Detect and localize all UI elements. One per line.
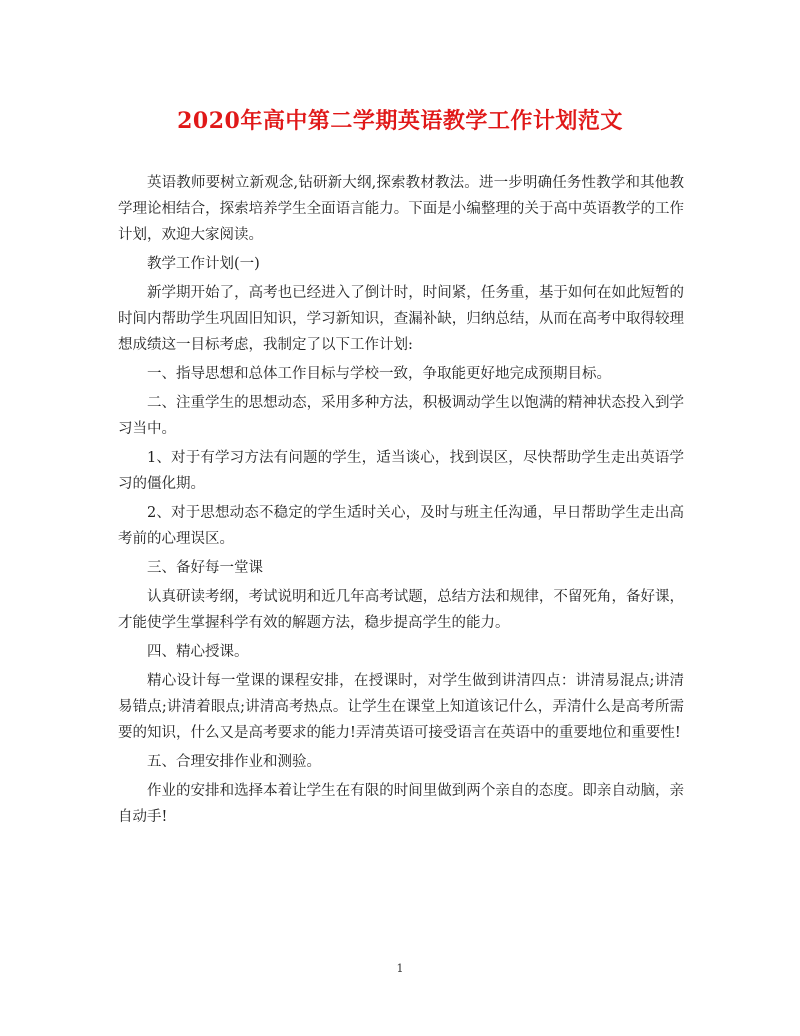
- paragraph-item-2: 2、对于思想动态不稳定的学生适时关心，及时与班主任沟通，早日帮助学生走出高考前的心理误区。: [118, 505, 684, 547]
- paragraph-study-syllabus: 认真研读考纲，考试说明和近几年高考试题，总结方法和规律，不留死角，备好课，才能使学生掌握科学有效的解题方法，稳步提高学生的能力。: [118, 589, 684, 631]
- page-number: 1: [396, 962, 404, 975]
- paragraph-careful-teaching: 四、精心授课。: [147, 644, 249, 660]
- paragraph-lesson-design: 精心设计每一堂课的课程安排，在授课时，对学生做到讲清四点：讲清易混点;讲清易错点;讲清着眼点;讲清高考热点。让学生在课堂上知道该记什么，弄清什么是高考所需要的知识，什么又是高考要求的能力!弄清英语可接受语言在英语中的重要地位和重要性!: [118, 673, 684, 741]
- paragraph-homework: 作业的安排和选择本着让学生在有限的时间里做到两个亲自的态度。即亲自动脑，亲自动手!: [118, 783, 684, 825]
- paragraph-student-mindset: 二、注重学生的思想动态，采用多种方法，积极调动学生以饱满的精神状态投入到学习当中。: [118, 395, 684, 437]
- paragraph-plan-heading: 教学工作计划(一): [147, 256, 260, 272]
- paragraph-intro: 英语教师要树立新观念,钻研新大纲,探索教材教法。进一步明确任务性教学和其他教学理论相结合，探索培养学生全面语言能力。下面是小编整理的关于高中英语教学的工作计划，欢迎大家阅读。: [118, 175, 684, 243]
- paragraph-new-semester: 新学期开始了，高考也已经进入了倒计时，时间紧，任务重，基于如何在如此短暂的时间内帮助学生巩固旧知识，学习新知识，查漏补缺，归纳总结，从而在高考中取得较理想成绩这一目标考虑，我制定了以下工作计划:: [118, 285, 684, 353]
- document-title: 2020年高中第二学期英语教学工作计划范文: [177, 108, 623, 134]
- document-body: [118, 170, 684, 830]
- paragraph-homework-heading: 五、合理安排作业和测验。: [147, 754, 321, 770]
- paragraph-guiding-principle: 一、指导思想和总体工作目标与学校一致，争取能更好地完成预期目标。: [147, 366, 611, 382]
- paragraph-prepare-lessons: 三、备好每一堂课: [147, 560, 263, 576]
- paragraph-item-1: 1、对于有学习方法有问题的学生，适当谈心，找到误区，尽快帮助学生走出英语学习的僵化期。: [118, 450, 684, 492]
